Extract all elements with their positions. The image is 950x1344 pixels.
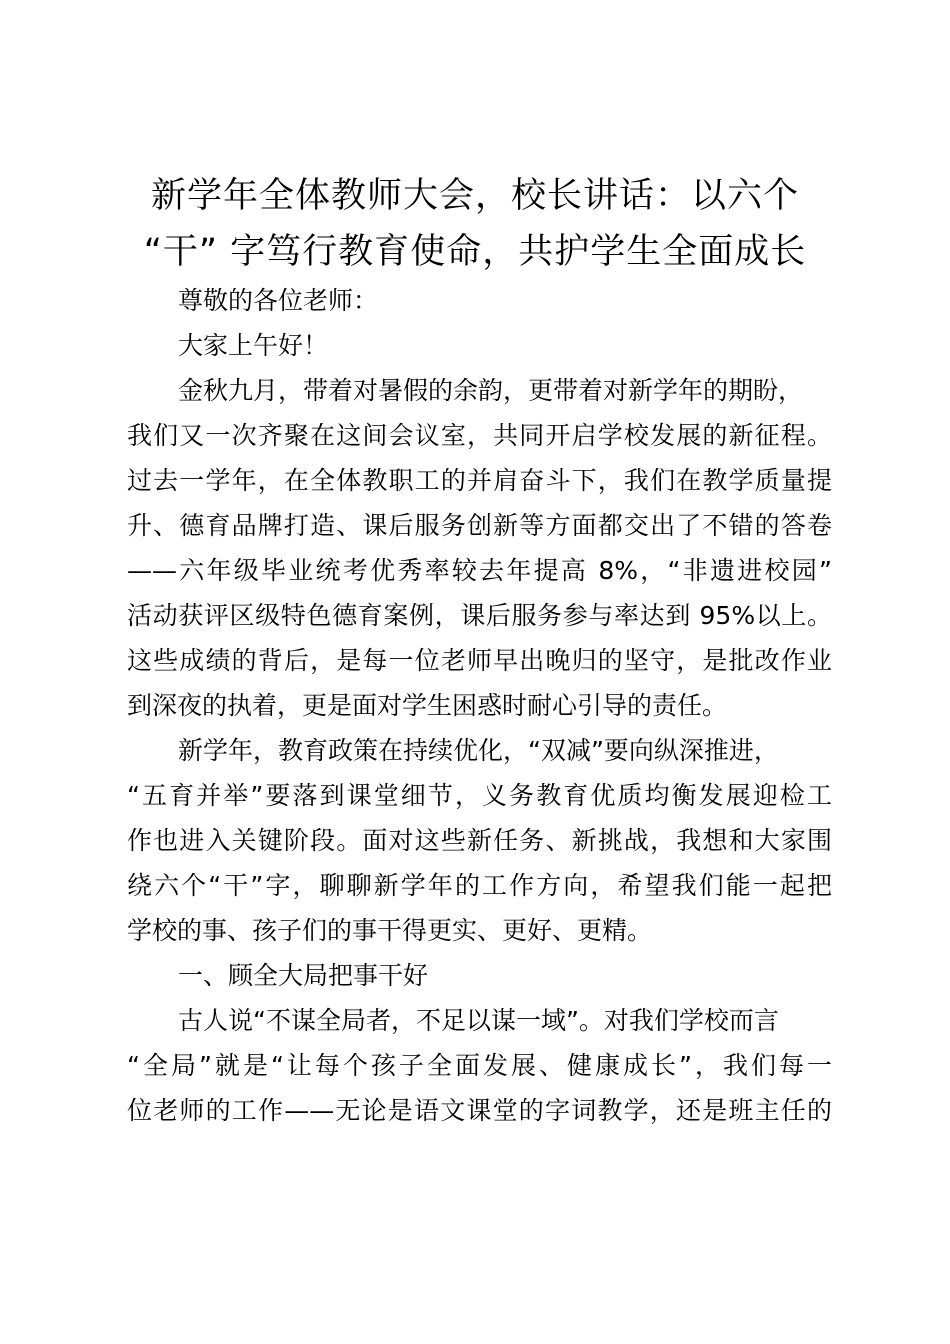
paragraph-1-line: ——六年级毕业统考优秀率较去年提高 8%，“非遗进校园”	[127, 556, 832, 585]
paragraph-1-line: 这些成绩的背后，是每一位老师早出晚归的坚守，是批改作业	[127, 646, 832, 675]
document-body	[127, 278, 832, 1133]
paragraph-2-line: 新学年，教育政策在持续优化，“双减”要向纵深推进，	[178, 736, 779, 765]
paragraph-1-line: 升、德育品牌打造、课后服务创新等方面都交出了不错的答卷	[127, 511, 832, 540]
title-line-1: 新学年全体教师大会，校长讲话：以六个	[150, 176, 799, 216]
paragraph-3-line: 古人说“不谋全局者，不足以谋一域”。对我们学校而言	[178, 1006, 779, 1035]
paragraph-2-line: 绕六个“干”字，聊聊新学年的工作方向，希望我们能一起把	[127, 871, 832, 900]
paragraph-1-line: 金秋九月，带着对暑假的余韵，更带着对新学年的期盼，	[178, 376, 804, 405]
paragraph-1-line: 到深夜的执着，更是面对学生困惑时耐心引导的责任。	[127, 691, 728, 720]
salutation: 尊敬的各位老师：	[178, 286, 379, 315]
paragraph-1-line: 活动获评区级特色德育案例，课后服务参与率达到 95%以上。	[127, 601, 832, 630]
paragraph-3-line: “全局”就是“让每个孩子全面发展、健康成长”，我们每一	[127, 1051, 832, 1080]
paragraph-1-line: 我们又一次齐聚在这间会议室，共同开启学校发展的新征程。	[127, 421, 832, 450]
document-title	[120, 168, 830, 280]
paragraph-2-line: “五育并举”要落到课堂细节，义务教育优质均衡发展迎检工	[127, 781, 832, 810]
paragraph-1-line: 过去一学年，在全体教职工的并肩奋斗下，我们在教学质量提	[127, 466, 832, 495]
title-line-2: “干” 字笃行教育使命，共护学生全面成长	[143, 232, 807, 272]
paragraph-2-line: 作也进入关键阶段。面对这些新任务、新挑战，我想和大家围	[127, 826, 832, 855]
paragraph-3-line: 位老师的工作——无论是语文课堂的字词教学，还是班主任的	[127, 1096, 832, 1125]
paragraph-2-line: 学校的事、孩子们的事干得更实、更好、更精。	[127, 916, 653, 945]
greeting: 大家上午好！	[178, 331, 329, 360]
section-heading: 一、顾全大局把事干好	[178, 961, 429, 990]
